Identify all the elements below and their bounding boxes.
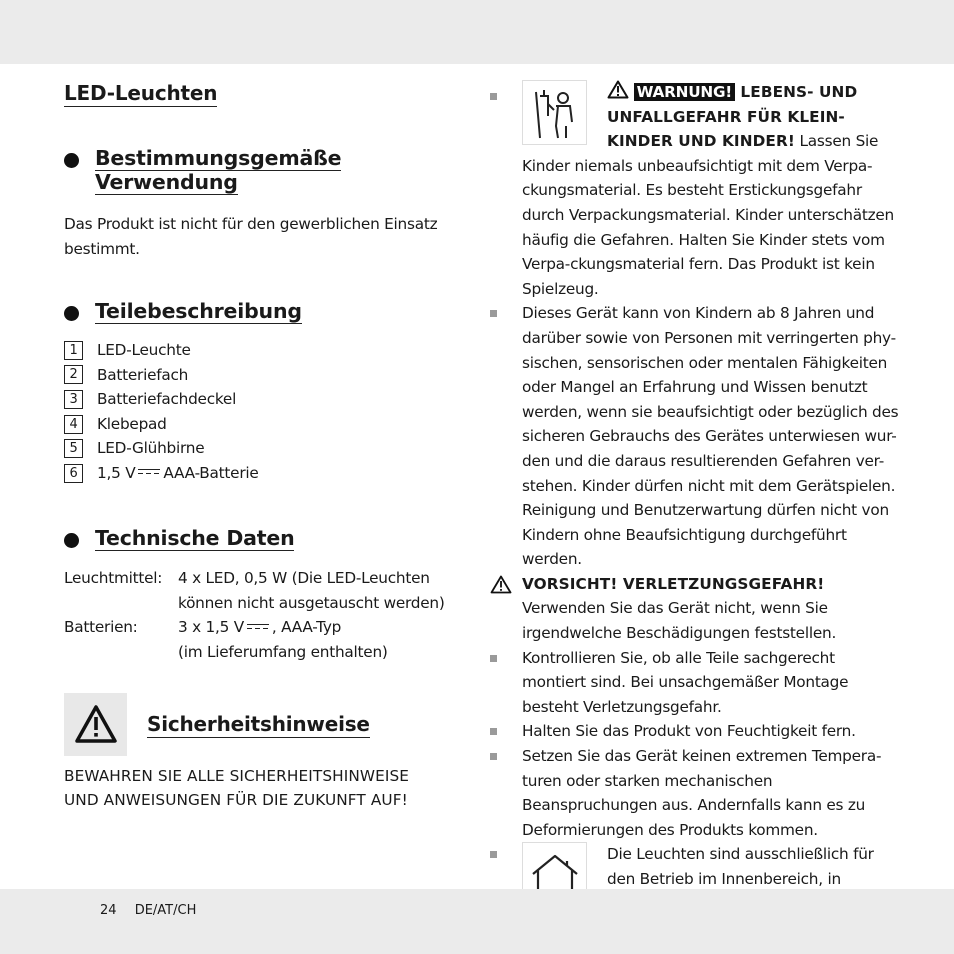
page-number: 24 (100, 903, 117, 918)
list-item: 5 LED-Glühbirne (64, 436, 459, 461)
warning-triangle-icon (607, 83, 629, 101)
intended-use-text: Das Produkt ist nicht für den gewerblichen Einsatz bestimmt. (64, 215, 438, 258)
bullet-square-icon (490, 851, 497, 858)
section-heading: Teilebeschreibung (95, 299, 302, 324)
section-heading: Technische Daten (95, 525, 295, 550)
tech-table (64, 566, 445, 664)
section-intended-use (64, 146, 459, 197)
warning-triangle-icon (64, 693, 127, 756)
left-column (64, 80, 459, 813)
list-item: 4 Klebepad (64, 412, 459, 437)
parts-list (64, 338, 459, 486)
page-title: LED-Leuchten (64, 81, 218, 105)
bullet-square-icon (490, 655, 497, 662)
section-safety (64, 693, 459, 756)
bullet-square-icon (490, 310, 497, 317)
section-heading: Bestimmungsgemäße Verwendung (95, 145, 342, 194)
list-item: 6 1,5 V AAA-Batterie (64, 461, 459, 486)
warning-block: WARNUNG! LEBENS- UND UNFALLGEFAHR FÜR KLEIN- KINDER UND KINDER! Lassen Sie Kinder niemals unbeaufsichtigt mit dem Verpa-ckungsmaterial. Es besteht Erstickungsgefahr durch Verpackungsmaterial. Kinder unterschätzen häufig die Gefahren. Halten Sie Kinder stets vom Verpa-ckungsmaterial fern. Das Produkt ist kein Spielzeug. (522, 83, 894, 298)
table-row: Batterien: 3 x 1,5 V , AAA-Typ (im Lieferumfang enthalten) (64, 618, 388, 661)
bullet-square-icon (490, 93, 497, 100)
list-item: 1 LED-Leuchte (64, 338, 459, 363)
bullet-square-icon (490, 753, 497, 760)
child-warning-icon (522, 80, 587, 145)
bullet-square-icon (490, 728, 497, 735)
header-band (0, 0, 954, 64)
region-label: DE/AT/CH (134, 903, 197, 918)
list-item: Dieses Gerät kann von Kindern ab 8 Jahren und darüber sowie von Personen mit verringerten phy-sischen, sensorischen oder mentalen Fähigkeiten oder Mangel an Erfahrung und Wissen benutzt werden, wenn sie beaufsichtigt oder bezüglich des sicheren Gebrauchs des Gerätes unterwiesen wur-den und die daraus resultierenden Gefahren ver-stehen. Kinder dürfen nicht mit dem Gerätspielen. Reinigung und Benutzerwartung dürfen nicht von Kindern ohne Beaufsichtigung durchgeführt werden. (490, 301, 900, 572)
list-item: Halten Sie das Produkt von Feuchtigkeit fern. (490, 719, 900, 744)
dc-symbol-icon (247, 624, 269, 632)
warning-label: WARNUNG! (634, 83, 735, 101)
footer (100, 903, 210, 918)
footer-band (0, 889, 954, 954)
caution-block: VORSICHT! VERLETZUNGSGEFAHR! Verwenden Sie das Gerät nicht, wenn Sie irgendwelche Beschädigungen feststellen. (490, 572, 900, 646)
caution-triangle-icon (490, 575, 512, 602)
bullet-dot-icon (64, 153, 79, 168)
bullet-dot-icon (64, 533, 79, 548)
right-column (490, 80, 900, 941)
bullet-dot-icon (64, 306, 79, 321)
section-parts (64, 299, 459, 326)
list-item: Kontrollieren Sie, ob alle Teile sachgerecht montiert sind. Bei unsachgemäßer Montage besteht Verletzungsgefahr. (490, 646, 900, 720)
section-heading: Sicherheitshinweise (147, 711, 370, 736)
list-item: 3 Batteriefachdeckel (64, 387, 459, 412)
dc-symbol-icon (138, 469, 160, 477)
list-item (490, 80, 900, 301)
safety-notice: BEWAHREN SIE ALLE SICHERHEITSHINWEISE UND ANWEISUNGEN FÜR DIE ZUKUNFT AUF! (64, 766, 410, 810)
list-item: Die Leuchten sind ausschließlich für den Betrieb im Innenbereich, in (490, 842, 900, 940)
list-item: Setzen Sie das Gerät keinen extremen Tempera-turen oder starken mechanischen Beanspruchungen aus. Andernfalls kann es zu Deformierungen des Produkts kommen. (490, 744, 900, 842)
section-tech (64, 526, 459, 553)
table-row: Leuchtmittel: 4 x LED, 0,5 W (Die LED-Leuchten können nicht ausgetauscht werden) (64, 569, 445, 612)
list-item: 2 Batteriefach (64, 363, 459, 388)
